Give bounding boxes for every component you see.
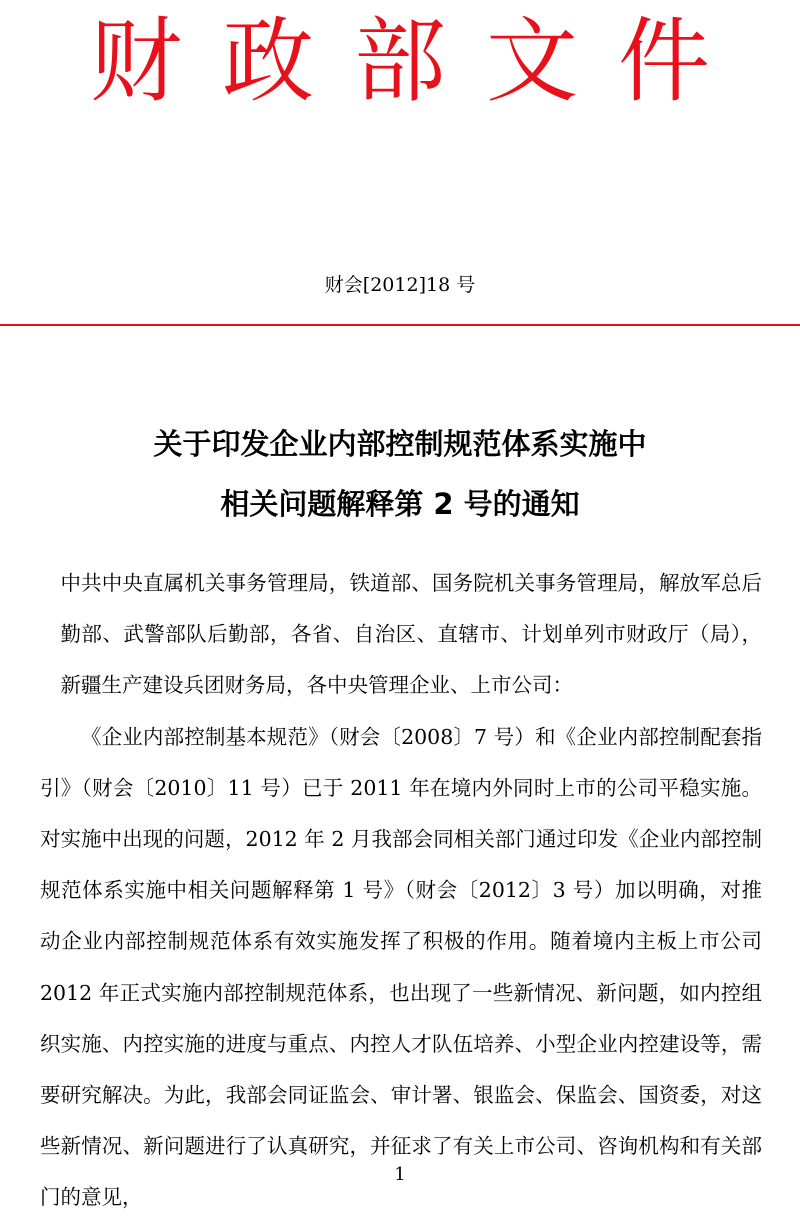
document-header-title: 财政部文件	[89, 8, 750, 115]
addressees-paragraph: 中共中央直属机关事务管理局，铁道部、国务院机关事务管理局，解放军总后勤部、武警部队后勤部，各省、自治区、直辖市、计划单列市财政厅（局），新疆生产建设兵团财务局，各中央管理企业、上市公司：	[60, 571, 762, 698]
document-number: 财会[2012]18 号	[324, 274, 476, 296]
red-divider-line	[0, 324, 800, 326]
body-paragraph: 《企业内部控制基本规范》（财会〔2008〕7 号）和《企业内部控制配套指引》（财会〔2010〕11 号）已于 2011 年在境内外同时上市的公司平稳实施。对实施中出现的问题，2012 年 2 月我部会同相关部门通过印发《企业内部控制规范体系实施中相关问题解释第 1 号》（财会〔2012〕3 号）加以明确，对推动企业内部控制规范体系有效实施发挥了积极的作用。随着境内主板上市公司 2012 年正式实施内部控制规范体系，也出现了一些新情况、新问题，如内控组织实施、内控实施的进度与重点、内控人才队伍培养、小型企业内控建设等，需要研究解决。为此，我部会同证监会、审计署、银监会、保监会、国资委，对这些新情况、新问题进行了认真研究，并征求了有关上市公司、咨询机构和有关部门的意见，	[40, 724, 762, 1210]
document-title-line-1: 关于印发企业内部控制规范体系实施中	[153, 427, 647, 461]
page-number: 1	[394, 1164, 406, 1185]
document-body	[40, 558, 762, 1224]
document-title-line-2: 相关问题解释第 2 号的通知	[220, 487, 580, 521]
